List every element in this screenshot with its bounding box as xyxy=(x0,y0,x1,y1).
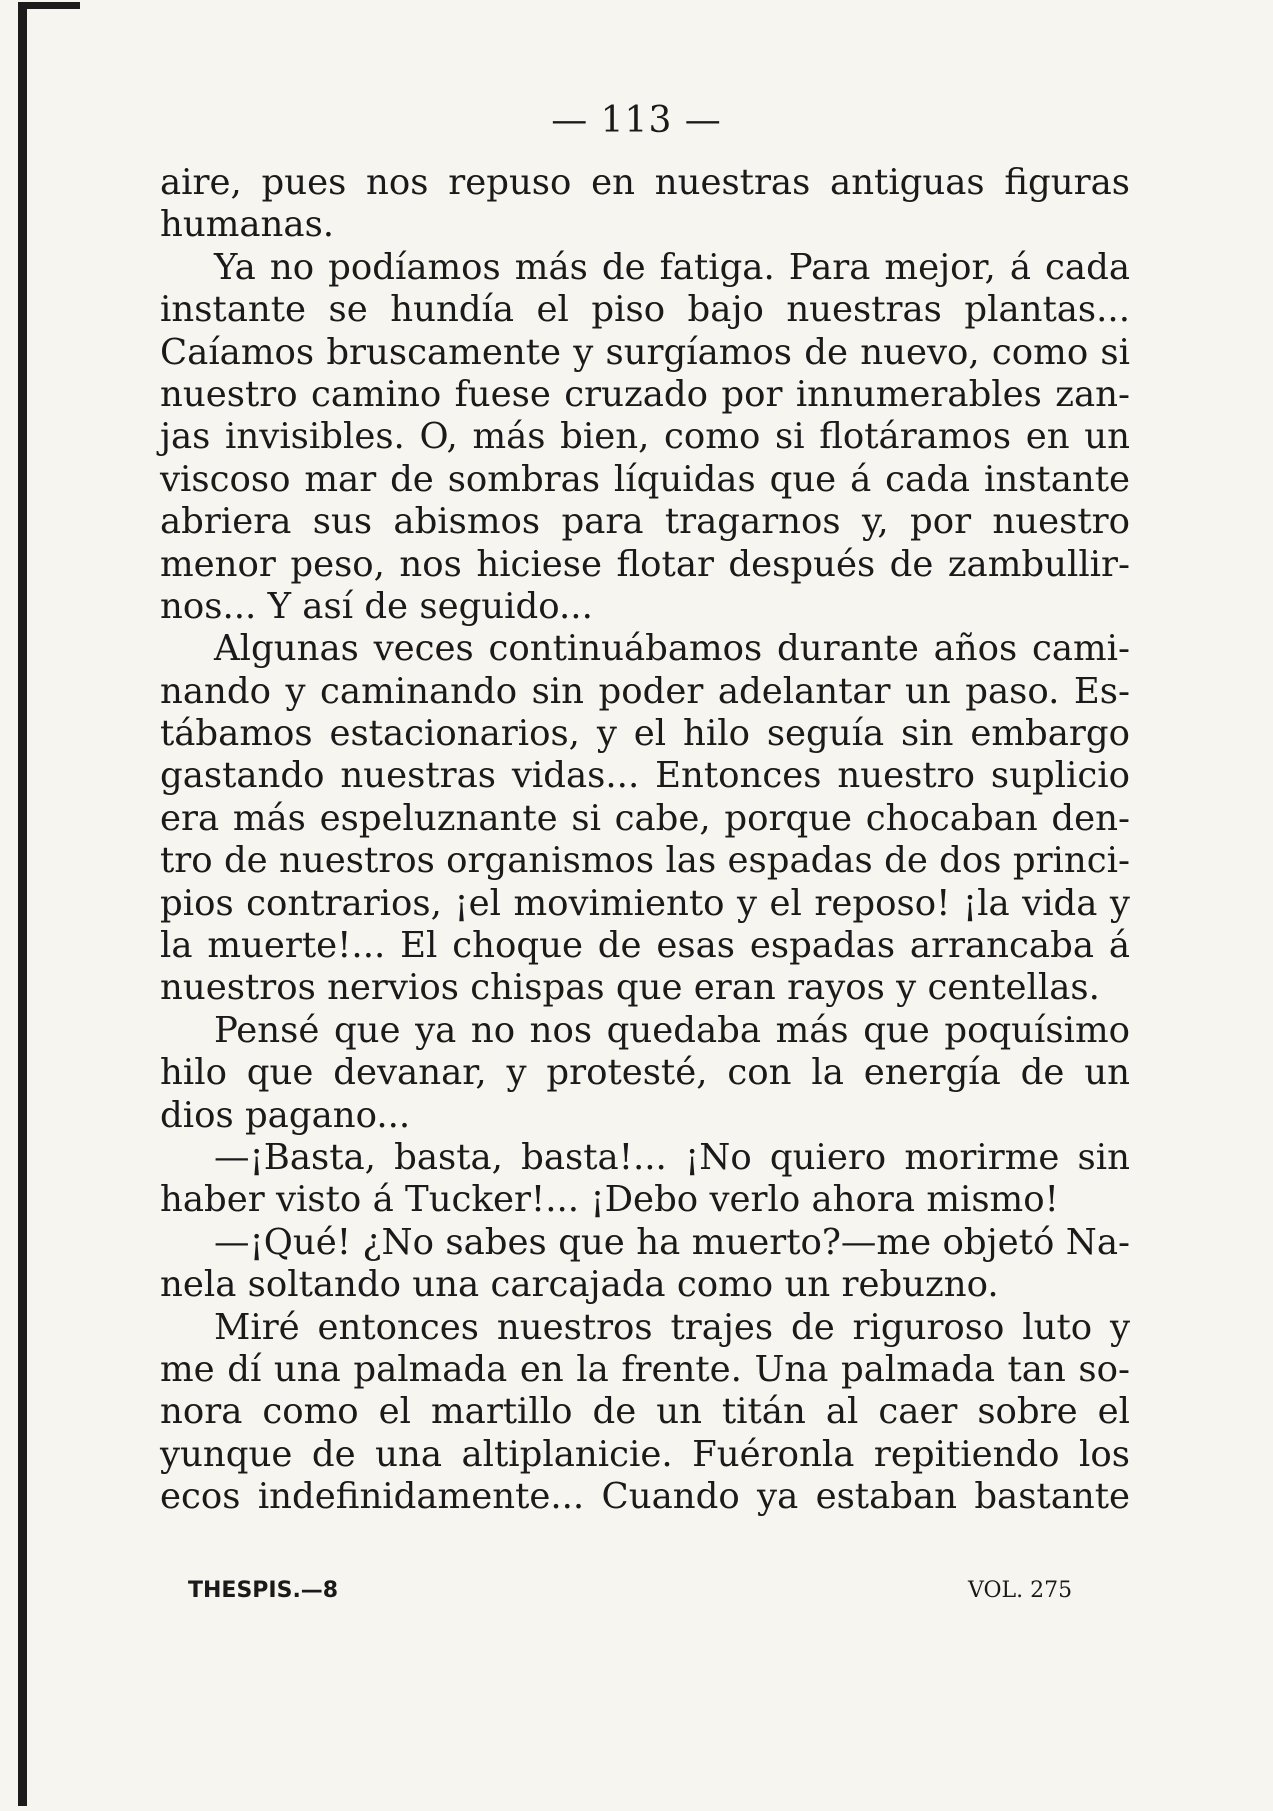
text-line: pios contrarios, ¡el movimiento y el reposo! ¡la vida y xyxy=(160,882,1130,924)
text-line: hilo que devanar, y protesté, con la energía de un xyxy=(160,1052,1130,1094)
text-line: —¡Qué! ¿No sabes que ha muerto?—me objetó Na- xyxy=(214,1221,1130,1263)
text-line: nora como el martillo de un titán al caer sobre el xyxy=(160,1391,1130,1433)
book-spine-corner xyxy=(18,2,80,9)
text-line: gastando nuestras vidas... Entonces nuestro suplicio xyxy=(160,755,1130,797)
text-line: aire, pues nos repuso en nuestras antiguas figuras xyxy=(160,162,1130,203)
text-line: jas invisibles. O, más bien, como si flotáramos en un xyxy=(160,416,1130,458)
text-line: Algunas veces continuábamos durante años cami- xyxy=(214,628,1130,670)
text-line: dios pagano... xyxy=(160,1094,411,1136)
text-line: yunque de una altiplanicie. Fuéronla repitiendo los xyxy=(160,1433,1130,1475)
text-line: instante se hundía el piso bajo nuestras plantas... xyxy=(160,289,1130,331)
body-text xyxy=(160,162,1130,1519)
text-line: —¡Basta, basta, basta!... ¡No quiero morirme sin xyxy=(214,1136,1130,1178)
text-line: la muerte!... El choque de esas espadas arrancaba á xyxy=(160,925,1130,967)
text-line: nuestros nervios chispas que eran rayos y centellas. xyxy=(160,967,1100,1009)
book-spine-edge xyxy=(18,6,27,1806)
footer-signature: THESPIS.—8 xyxy=(188,1578,339,1603)
text-line: viscoso mar de sombras líquidas que á cada instante xyxy=(160,458,1130,500)
text-line: nuestro camino fuese cruzado por innumerables zan- xyxy=(160,373,1130,415)
footer-volume: VOL. 275 xyxy=(968,1578,1073,1603)
text-line: abriera sus abismos para tragarnos y, por nuestro xyxy=(160,501,1130,543)
text-line: me dí una palmada en la frente. Una palmada tan so- xyxy=(160,1348,1130,1390)
text-line: nos... Y así de seguido... xyxy=(160,585,593,627)
text-line: era más espeluznante si cabe, porque chocaban den- xyxy=(160,797,1130,839)
text-line: Caíamos bruscamente y surgíamos de nuevo, como si xyxy=(160,331,1130,373)
text-line: Pensé que ya no nos quedaba más que poquísimo xyxy=(214,1009,1130,1051)
text-line: menor peso, nos hiciese flotar después de zambullir- xyxy=(160,543,1130,585)
page-number: — 113 — xyxy=(551,100,722,141)
text-line: nela soltando una carcajada como un rebuzno. xyxy=(160,1264,999,1306)
text-line: tro de nuestros organismos las espadas de dos princi- xyxy=(160,840,1130,882)
text-line: nando y caminando sin poder adelantar un paso. Es- xyxy=(160,670,1130,712)
text-line: ecos indefinidamente... Cuando ya estaban bastante xyxy=(160,1476,1130,1518)
text-line: tábamos estacionarios, y el hilo seguía sin embargo xyxy=(160,713,1130,755)
text-line: humanas. xyxy=(160,204,335,246)
text-line: haber visto á Tucker!... ¡Debo verlo ahora mismo! xyxy=(160,1179,1059,1221)
text-line: Miré entonces nuestros trajes de riguroso luto y xyxy=(214,1306,1130,1348)
text-line: Ya no podíamos más de fatiga. Para mejor, á cada xyxy=(214,246,1130,288)
